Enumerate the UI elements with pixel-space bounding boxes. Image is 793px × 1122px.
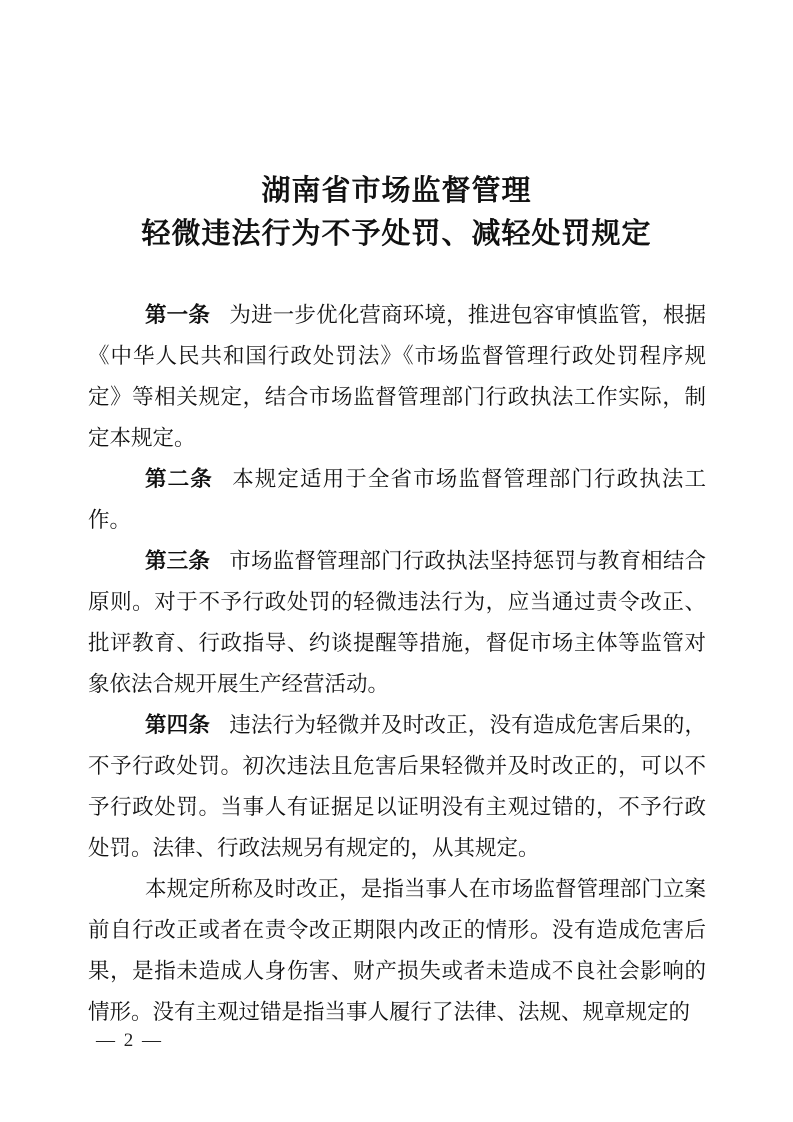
document-title-line1: 湖南省市场监督管理: [261, 175, 532, 207]
article-3-text: 市场监督管理部门行政执法坚持惩罚与教育相结合原则。对于不予行政处罚的轻微违法行为，应当通过责令改正、批评教育、行政指导、约谈提醒等措施，督促市场主体等监管对象依法合规开展生产经营活动。: [88, 549, 706, 696]
article-2-label: 第二条: [145, 467, 213, 491]
page-footer: [96, 1029, 163, 1053]
document-title-line2: 轻微违法行为不予处罚、减轻处罚规定: [141, 218, 652, 250]
article-1-text: 为进一步优化营商环境，推进包容审慎监管，根据《中华人民共和国行政处罚法》《市场监督管理行政处罚程序规定》等相关规定，结合市场监督管理部门行政执法工作实际，制定本规定。: [88, 303, 706, 450]
article-1-label: 第一条: [145, 303, 211, 327]
paragraph-continuation: [88, 869, 706, 1033]
document-title: [0, 170, 793, 256]
paragraph-article-3: [88, 541, 706, 705]
paragraph-article-4: [88, 705, 706, 869]
paragraph-article-1: [88, 295, 706, 459]
document-body: [88, 295, 706, 1033]
page-number: — 2 —: [96, 1030, 163, 1051]
article-4-label: 第四条: [145, 713, 211, 737]
paragraph-continuation-text: 本规定所称及时改正，是指当事人在市场监督管理部门立案前自行改正或者在责令改正期限内改正的情形。没有造成危害后果，是指未造成人身伤害、财产损失或者未造成不良社会影响的情形。没有主观过错是指当事人履行了法律、法规、规章规定的: [88, 877, 706, 1024]
paragraph-article-2: [88, 459, 706, 541]
article-4-text: 违法行为轻微并及时改正，没有造成危害后果的，不予行政处罚。初次违法且危害后果轻微并及时改正的，可以不予行政处罚。当事人有证据足以证明没有主观过错的，不予行政处罚。法律、行政法规另有规定的，从其规定。: [88, 713, 706, 860]
article-3-label: 第三条: [145, 549, 211, 573]
article-2-text: 本规定适用于全省市场监督管理部门行政执法工作。: [88, 467, 706, 532]
